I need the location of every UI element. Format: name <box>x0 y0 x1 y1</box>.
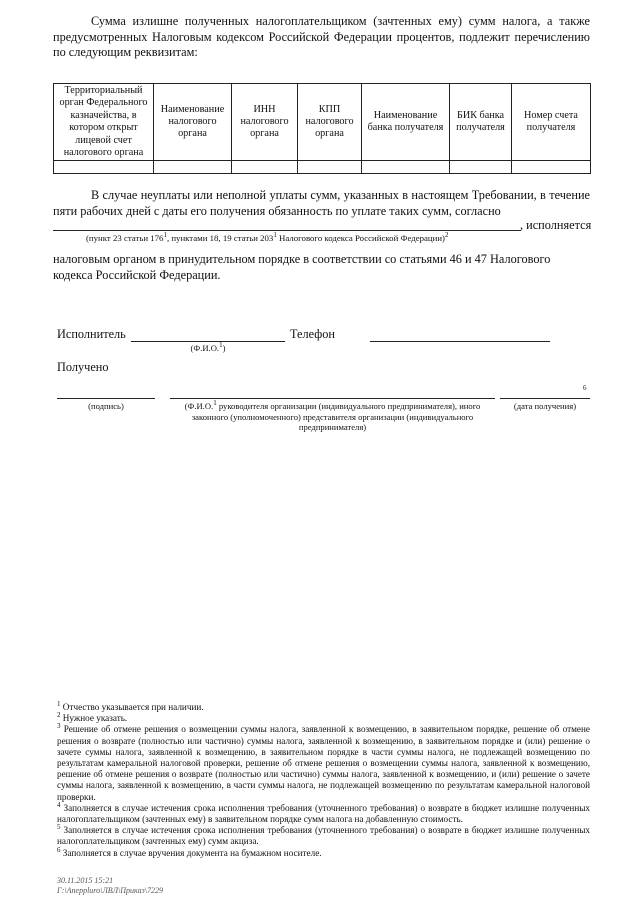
footnote <box>57 713 590 724</box>
stamp-line: 30.11.2015 15:21 <box>57 876 114 885</box>
requisites-table <box>53 83 591 174</box>
receipt-date-caption: (дата получения) <box>513 401 577 411</box>
table-cell <box>232 161 298 174</box>
footnote-text: Решение об отмене решения о возмещении суммы налога, заявленной к возмещению, в заявительном порядке, решение об отмене решения о возврате (полностью или частично) суммы налога, заявленной к возмещению, в заявительном порядке и (или) решение о зачете суммы налога, заявленной к возмещению, в заявительном порядке в части суммы налога, не подлежащей возмещению по результатам камеральной налоговой проверки, решение об отмене решения о возмещении суммы налога, заявленной к возмещению, решение об отмене решения о возврате (полностью или частично) суммы налога, заявленной к возмещению, и (или) решение о зачете суммы налога, заявленной к возмещению, в части суммы налога, не подлежащей возмещению по результатам камеральной налоговой проверки. <box>57 724 590 802</box>
fio-sup: 1 <box>219 341 223 350</box>
legal-basis-line <box>53 230 521 231</box>
ref-part: Налогового кодекса Российской Федерации) <box>276 233 445 243</box>
footnote-marker: 6 <box>583 384 587 392</box>
footnote-number: 4 <box>57 800 61 809</box>
footnote <box>57 825 590 847</box>
column-header: Наименование налогового органа <box>154 84 232 161</box>
executor-line[interactable] <box>131 341 285 342</box>
footnote <box>57 699 590 713</box>
head-name-line[interactable] <box>170 398 495 399</box>
footnote-text: Отчество указывается при наличии. <box>60 702 204 712</box>
signature-line[interactable] <box>57 398 155 399</box>
footnote-text: Нужное указать. <box>60 713 128 724</box>
head-caption-a: (Ф.И.О. <box>184 401 214 411</box>
footnote-number: 5 <box>57 823 61 832</box>
column-header: Номер счета получателя <box>512 84 591 161</box>
signature-caption: (подпись) <box>88 401 124 411</box>
head-name-caption <box>170 401 495 433</box>
phone-label: Телефон <box>290 327 335 341</box>
column-header: БИК банка получателя <box>450 84 512 161</box>
footnote-number: 1 <box>57 699 61 708</box>
legal-basis-caption <box>86 233 448 244</box>
table-cell <box>54 161 154 174</box>
footnote-number: 6 <box>57 845 61 854</box>
table-cell <box>512 161 591 174</box>
footnote <box>57 845 590 859</box>
ref-part: (пункт 23 статьи 176 <box>86 233 164 243</box>
nonpayment-continuation: налоговым органом в принудительном порядке в соответствии со статьями 46 и 47 Налогового кодекса Российской Федерации. <box>53 252 551 282</box>
table-row <box>54 161 591 174</box>
footnote-number: 3 <box>57 722 61 731</box>
ref-sup: 1 <box>163 231 167 240</box>
column-header: КПП налогового органа <box>298 84 362 161</box>
footnote-text: Заполняется в случае истечения срока исполнения требования (уточненного требования) о возврате в бюджет излишне полученных налогоплательщиком (зачтенных ему) в заявительном порядке сумм налога на добавленную стоимость. <box>57 802 590 825</box>
column-header: Территориальный орган Федерального казначейства, в котором открыт лицевой счет налогового органа <box>54 84 154 161</box>
phone-line[interactable] <box>370 341 550 342</box>
ref-part: , пунктами 18, 19 статьи 203 <box>166 233 274 243</box>
column-header: ИНН налогового органа <box>232 84 298 161</box>
receipt-date-line[interactable] <box>500 398 590 399</box>
footnote <box>57 800 590 825</box>
table-cell <box>450 161 512 174</box>
nonpayment-paragraph: В случае неуплаты или неполной уплаты сумм, указанных в настоящем Требовании, в течение пяти рабочих дней с даты его получения обязанность по уплате таких сумм, согласно <box>53 188 590 218</box>
head-caption-b: руководителя организации (индивидуального предпринимателя), иного законного (уполномоченного) представителя организации (индивидуального предпринимателя) <box>191 401 481 432</box>
print-stamp <box>57 876 163 896</box>
footnote-text: Заполняется в случае вручения документа на бумажном носителе. <box>60 847 322 858</box>
fio-caption-text: (Ф.И.О. <box>190 343 220 353</box>
footnote <box>57 724 590 802</box>
table-cell <box>298 161 362 174</box>
head-caption-sup: 1 <box>213 399 217 408</box>
fio-caption-close: ) <box>222 343 226 353</box>
table-cell <box>154 161 232 174</box>
ref-sup: 1 <box>273 231 277 240</box>
stamp-line: Г:\Aneppluro\ЛВЛ\Приказ\7229 <box>57 886 163 895</box>
received-label: Получено <box>57 360 109 374</box>
footnotes <box>57 699 590 859</box>
table-header-row <box>54 84 591 161</box>
footnote-text: Заполняется в случае истечения срока исполнения требования (уточненного требования) о возврате в бюджет излишне полученных налогоплательщиком (зачтенных ему) сумм акциза. <box>57 825 590 847</box>
fio-caption <box>131 343 285 354</box>
ref-sup: 2 <box>444 231 449 240</box>
intro-paragraph: Сумма излишне полученных налогоплательщиком (зачтенных ему) сумм налога, а также предусмотренных Налоговым кодексом Российской Федерации процентов, подлежит перечислению по следующим реквизитам: <box>53 14 590 60</box>
executor-label: Исполнитель <box>57 327 126 341</box>
nonpayment-tail: , исполняется <box>520 218 592 232</box>
footnote-number: 2 <box>57 711 61 720</box>
column-header: Наименование банка получателя <box>362 84 450 161</box>
table-cell <box>362 161 450 174</box>
